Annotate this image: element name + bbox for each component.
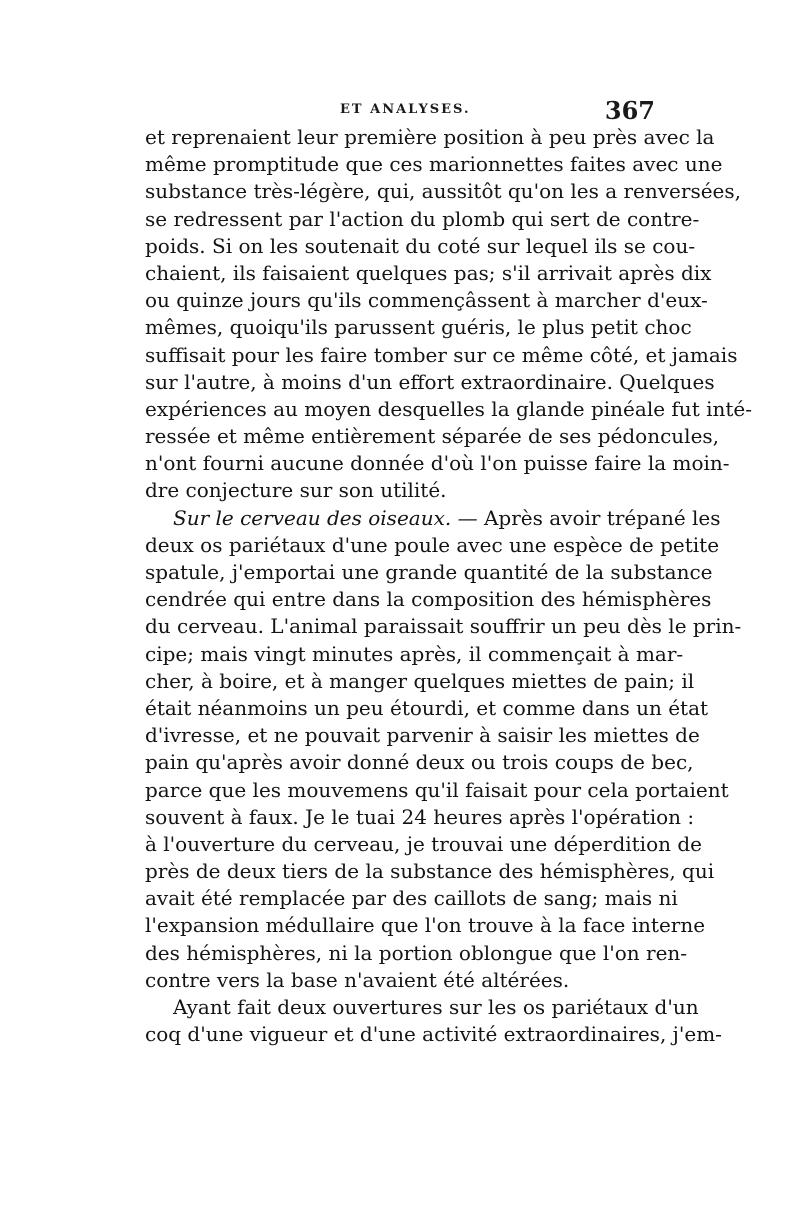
- text-line: se redressent par l'action du plomb qui sert de contre-: [145, 206, 700, 231]
- body-text: [145, 124, 752, 1048]
- text-line: deux os pariétaux d'une poule avec une espèce de petite: [145, 532, 720, 557]
- text-line: était néanmoins un peu étourdi, et comme dans un état: [145, 695, 709, 720]
- text-line: des hémisphères, ni la portion oblongue que l'on ren-: [145, 940, 688, 965]
- text-line: ou quinze jours qu'ils commençâssent à marcher d'eux-: [145, 288, 708, 313]
- text-line: du cerveau. L'animal paraissait souffrir un peu dès le prin-: [145, 614, 742, 639]
- text-line: expériences au moyen desquelles la glande pinéale fut inté-: [145, 396, 752, 421]
- text-line: coq d'une vigueur et d'une activité extraordinaires, j'em-: [145, 1022, 722, 1047]
- text-line: même promptitude que ces marionnettes faites avec une: [145, 152, 723, 177]
- text-line: cipe; mais vingt minutes après, il commençait à mar-: [145, 641, 684, 666]
- text-line: suffisait pour les faire tomber sur ce même côté, et jamais: [145, 342, 738, 367]
- text-line: cendrée qui entre dans la composition des hémisphères: [145, 587, 712, 612]
- text-line: contre vers la base n'avaient été altérées.: [145, 967, 570, 992]
- text-line-fragment: Après avoir trépané les: [483, 505, 721, 530]
- text-line: chaient, ils faisaient quelques pas; s'il arrivait après dix: [145, 260, 712, 285]
- text-line: à l'ouverture du cerveau, je trouvai une déperdition de: [145, 831, 702, 856]
- text-line: avait été remplacée par des caillots de sang; mais ni: [145, 886, 678, 911]
- text-line: substance très-légère, qui, aussitôt qu'on les a renversées,: [145, 179, 742, 204]
- section-start-line: [145, 505, 721, 532]
- text-line: cher, à boire, et à manger quelques miettes de pain; il: [145, 668, 695, 693]
- text-line: dre conjecture sur son utilité.: [145, 478, 447, 503]
- text-line: et reprenaient leur première position à peu près avec la: [145, 125, 715, 149]
- text-line: souvent à faux. Je le tuai 24 heures après l'opération :: [145, 804, 695, 829]
- text-line: près de deux tiers de la substance des hémisphères, qui: [145, 859, 715, 884]
- text-line: pain qu'après avoir donné deux ou trois coups de bec,: [145, 750, 694, 775]
- text-line: d'ivresse, et ne pouvait parvenir à saisir les miettes de: [145, 723, 700, 748]
- page-number: 367: [604, 96, 655, 125]
- text-line: Ayant fait deux ouvertures sur les os pariétaux d'un: [173, 995, 699, 1019]
- text-line: spatule, j'emportai une grande quantité de la substance: [145, 560, 713, 584]
- text-line: n'ont fourni aucune donnée d'où l'on puisse faire la moin-: [145, 451, 730, 476]
- text-line: mêmes, quoiqu'ils parussent guéris, le plus petit choc: [145, 315, 692, 340]
- text-line: ressée et même entièrement séparée de ses pédoncules,: [145, 424, 720, 449]
- text-line: l'expansion médullaire que l'on trouve à la face interne: [145, 913, 706, 938]
- text-line: poids. Si on les soutenait du coté sur lequel ils se cou-: [145, 233, 696, 258]
- running-head: [145, 96, 655, 125]
- running-title: ET ANALYSES.: [340, 102, 471, 117]
- text-line: parce que les mouvemens qu'il faisait pour cela portaient: [145, 777, 729, 802]
- section-heading: Sur le cerveau des oiseaux. —: [173, 505, 478, 530]
- text-line: sur l'autre, à moins d'un effort extraordinaire. Quelques: [145, 369, 715, 394]
